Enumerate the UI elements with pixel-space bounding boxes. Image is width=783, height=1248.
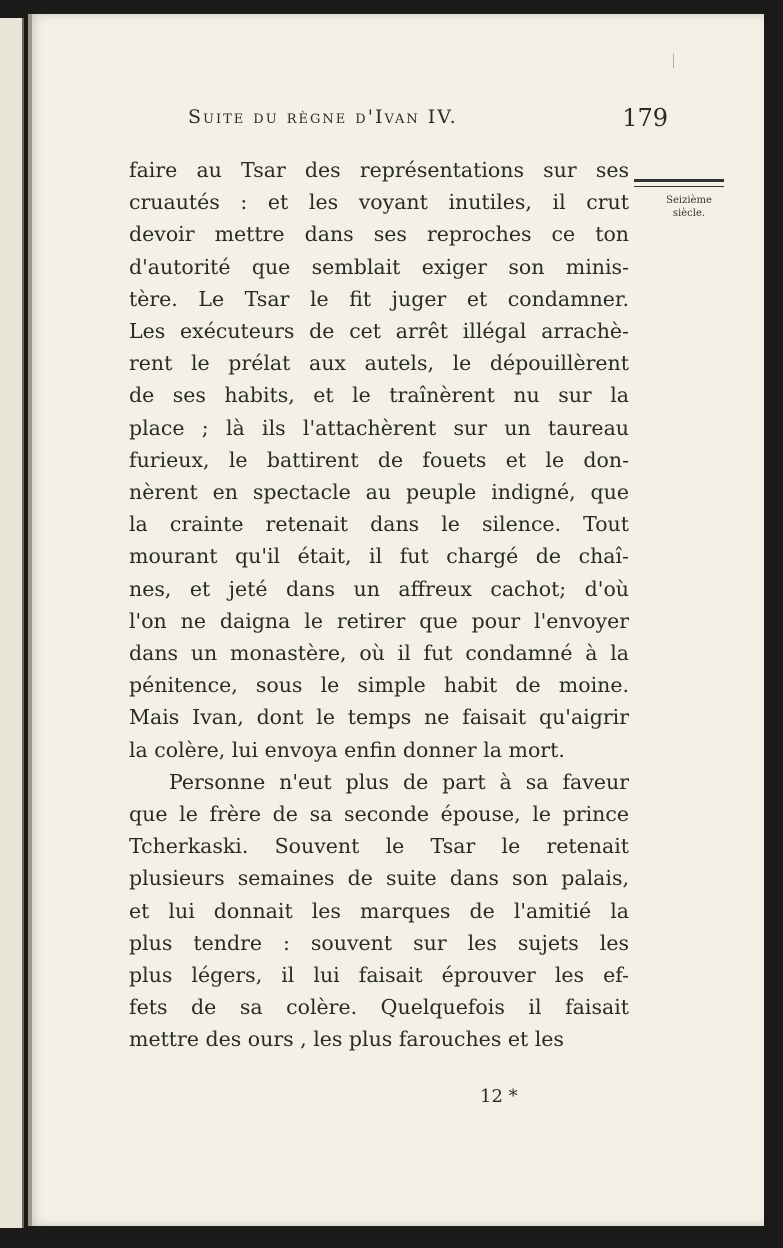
text-line: la colère, lui envoya enfin donner la mort. xyxy=(129,737,565,762)
text-line: nèrent en spectacle au peuple indigné, que xyxy=(129,480,629,505)
text-line: de ses habits, et le traînèrent nu sur la xyxy=(129,383,629,408)
gutter xyxy=(28,14,32,1226)
text-line: cruautés : et les voyant inutiles, il crut xyxy=(129,190,629,215)
text-line: pénitence, sous le simple habit de moine. xyxy=(129,673,629,698)
text-line: devoir mettre dans ses reproches ce ton xyxy=(129,222,629,247)
text-line: fets de sa colère. Quelquefois il faisait xyxy=(129,995,629,1020)
text-line: l'on ne daigna le retirer que pour l'envoyer xyxy=(129,608,629,633)
text-line: place ; là ils l'attachèrent sur un taureau xyxy=(129,415,629,440)
text-line: mourant qu'il était, il fut chargé de chaî- xyxy=(129,544,629,569)
text-line: Mais Ivan, dont le temps ne faisait qu'aigrir xyxy=(129,705,629,730)
running-title: Suite du règne d'Ivan IV. xyxy=(188,106,458,128)
margin-rule xyxy=(634,179,724,187)
margin-note xyxy=(644,194,734,220)
page-number: 179 xyxy=(622,104,668,132)
text-line: plus tendre : souvent sur les sujets les xyxy=(129,930,629,955)
text-line: que le frère de sa seconde épouse, le prince xyxy=(129,802,629,827)
text-line: d'autorité que semblait exiger son minis- xyxy=(129,254,629,279)
text-line: Les exécuteurs de cet arrêt illégal arrachè- xyxy=(129,319,629,344)
body-text xyxy=(129,154,629,1056)
text-line: dans un monastère, où il fut condamné à la xyxy=(129,641,629,666)
text-line: et lui donnait les marques de l'amitié la xyxy=(129,898,629,923)
text-line: furieux, le battirent de fouets et le don- xyxy=(129,447,629,472)
text-line: la crainte retenait dans le silence. Tout xyxy=(129,512,629,537)
text-line: Tcherkaski. Souvent le Tsar le retenait xyxy=(129,834,629,859)
margin-note-line1: Seizième xyxy=(666,195,712,206)
text-line: tère. Le Tsar le fit juger et condamner. xyxy=(129,286,629,311)
text-line: plusieurs semaines de suite dans son palais, xyxy=(129,866,629,891)
page-header xyxy=(188,104,668,132)
text-line: rent le prélat aux autels, le dépouillèrent xyxy=(129,351,629,376)
book-page xyxy=(28,14,764,1226)
margin-note-line2: siècle. xyxy=(672,208,706,219)
previous-page-edge xyxy=(0,18,24,1228)
text-line: Personne n'eut plus de part à sa faveur xyxy=(169,769,629,794)
text-line: nes, et jeté dans un affreux cachot; d'où xyxy=(129,576,629,601)
text-line: faire au Tsar des représentations sur ses xyxy=(129,158,629,182)
text-line: plus légers, il lui faisait éprouver les ef- xyxy=(129,963,629,988)
signature-mark: 12 * xyxy=(480,1086,518,1107)
page-mark xyxy=(673,54,674,68)
text-line: mettre des ours , les plus farouches et les xyxy=(129,1027,564,1052)
